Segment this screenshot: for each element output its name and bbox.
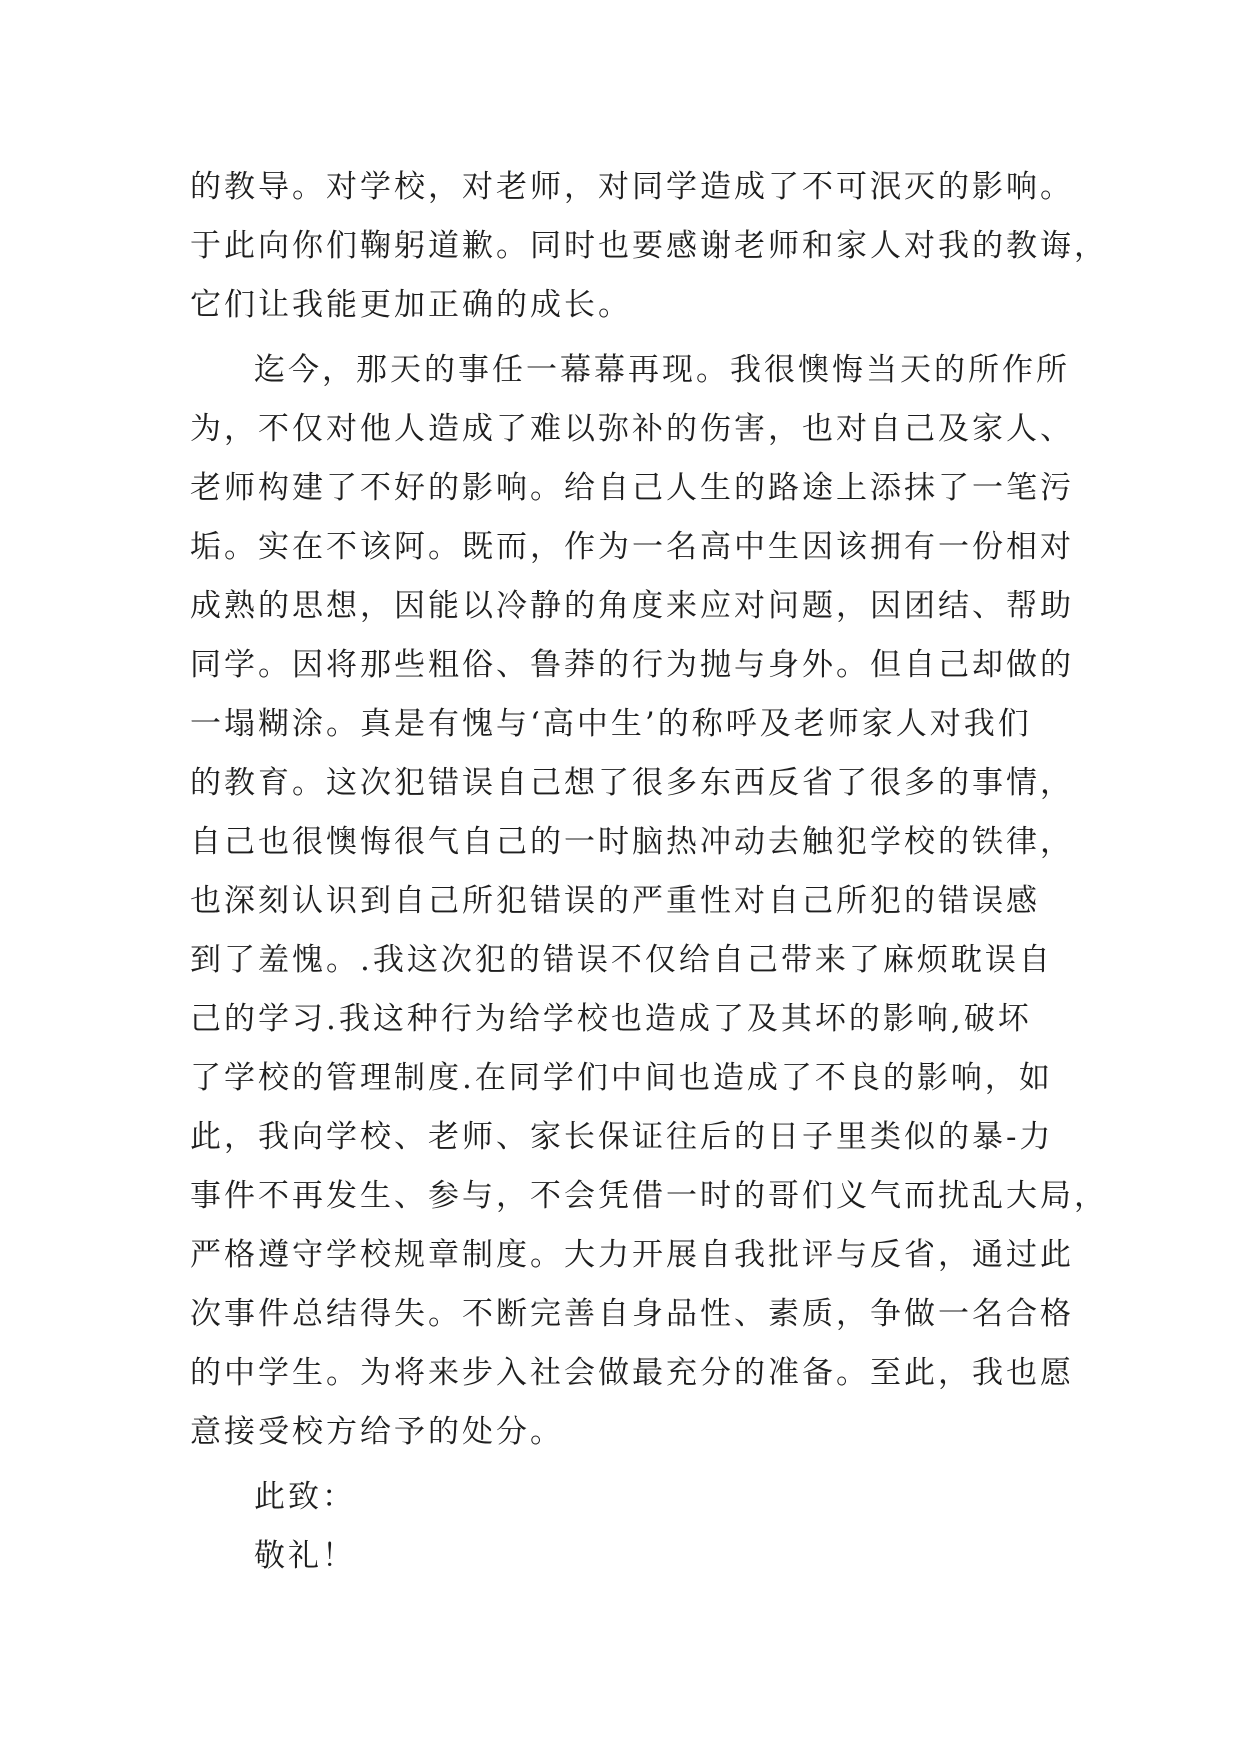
text-line: 严格遵守学校规章制度。大力开展自我批评与反省，通过此: [190, 1237, 1074, 1273]
text-line: 了学校的管理制度.在同学们中间也造成了不良的影响，如: [190, 1060, 1053, 1096]
text-line: 于此向你们鞠躬道歉。同时也要感谢老师和家人对我的教诲，: [190, 228, 1108, 264]
text-line: 同学。因将那些粗俗、鲁莽的行为抛与身外。但自己却做的: [190, 647, 1074, 683]
text-line: 也深刻认识到自己所犯错误的严重性对自己所犯的错误感: [190, 883, 1040, 919]
text-line: 的中学生。为将来步入社会做最充分的准备。至此，我也愿: [190, 1355, 1074, 1391]
text-line: 一塌糊涂。真是有愧与‘高中生’的称呼及老师家人对我们: [190, 706, 1032, 742]
text-line: 此，我向学校、老师、家长保证往后的日子里类似的暴-力: [190, 1119, 1054, 1155]
text-line: 己的学习.我这种行为给学校也造成了及其坏的影响,破坏: [190, 1001, 1032, 1037]
text-line: 自己也很懊悔很气自己的一时脑热冲动去触犯学校的铁律，: [190, 824, 1074, 860]
text-line: 事件不再发生、参与，不会凭借一时的哥们义气而扰乱大局，: [190, 1178, 1108, 1214]
text-line: 垢。实在不该阿。既而，作为一名高中生因该拥有一份相对: [190, 529, 1074, 565]
text-line: 的教育。这次犯错误自己想了很多东西反省了很多的事情，: [190, 765, 1074, 801]
text-line: 的教导。对学校，对老师，对同学造成了不可泯灭的影响。: [190, 169, 1074, 205]
text-line: 迄今，那天的事任一幕幕再现。我很懊悔当天的所作所: [254, 352, 1070, 388]
text-line: 到了羞愧。.我这次犯的错误不仅给自己带来了麻烦耽误自: [190, 942, 1053, 978]
letter-body: [190, 158, 1108, 1586]
closing-salutation: 此致：: [254, 1479, 356, 1515]
text-line: 为，不仅对他人造成了难以弥补的伤害，也对自己及家人、: [190, 411, 1074, 447]
text-line: 老师构建了不好的影响。给自己人生的路途上添抹了一笔污: [190, 470, 1074, 506]
text-line: 意接受校方给予的处分。: [190, 1414, 564, 1450]
text-line: 成熟的思想，因能以冷静的角度来应对问题，因团结、帮助: [190, 588, 1074, 624]
text-line: 它们让我能更加正确的成长。: [190, 287, 632, 323]
text-line: 次事件总结得失。不断完善自身品性、素质，争做一名合格: [190, 1296, 1074, 1332]
closing-regards: 敬礼！: [254, 1538, 356, 1574]
